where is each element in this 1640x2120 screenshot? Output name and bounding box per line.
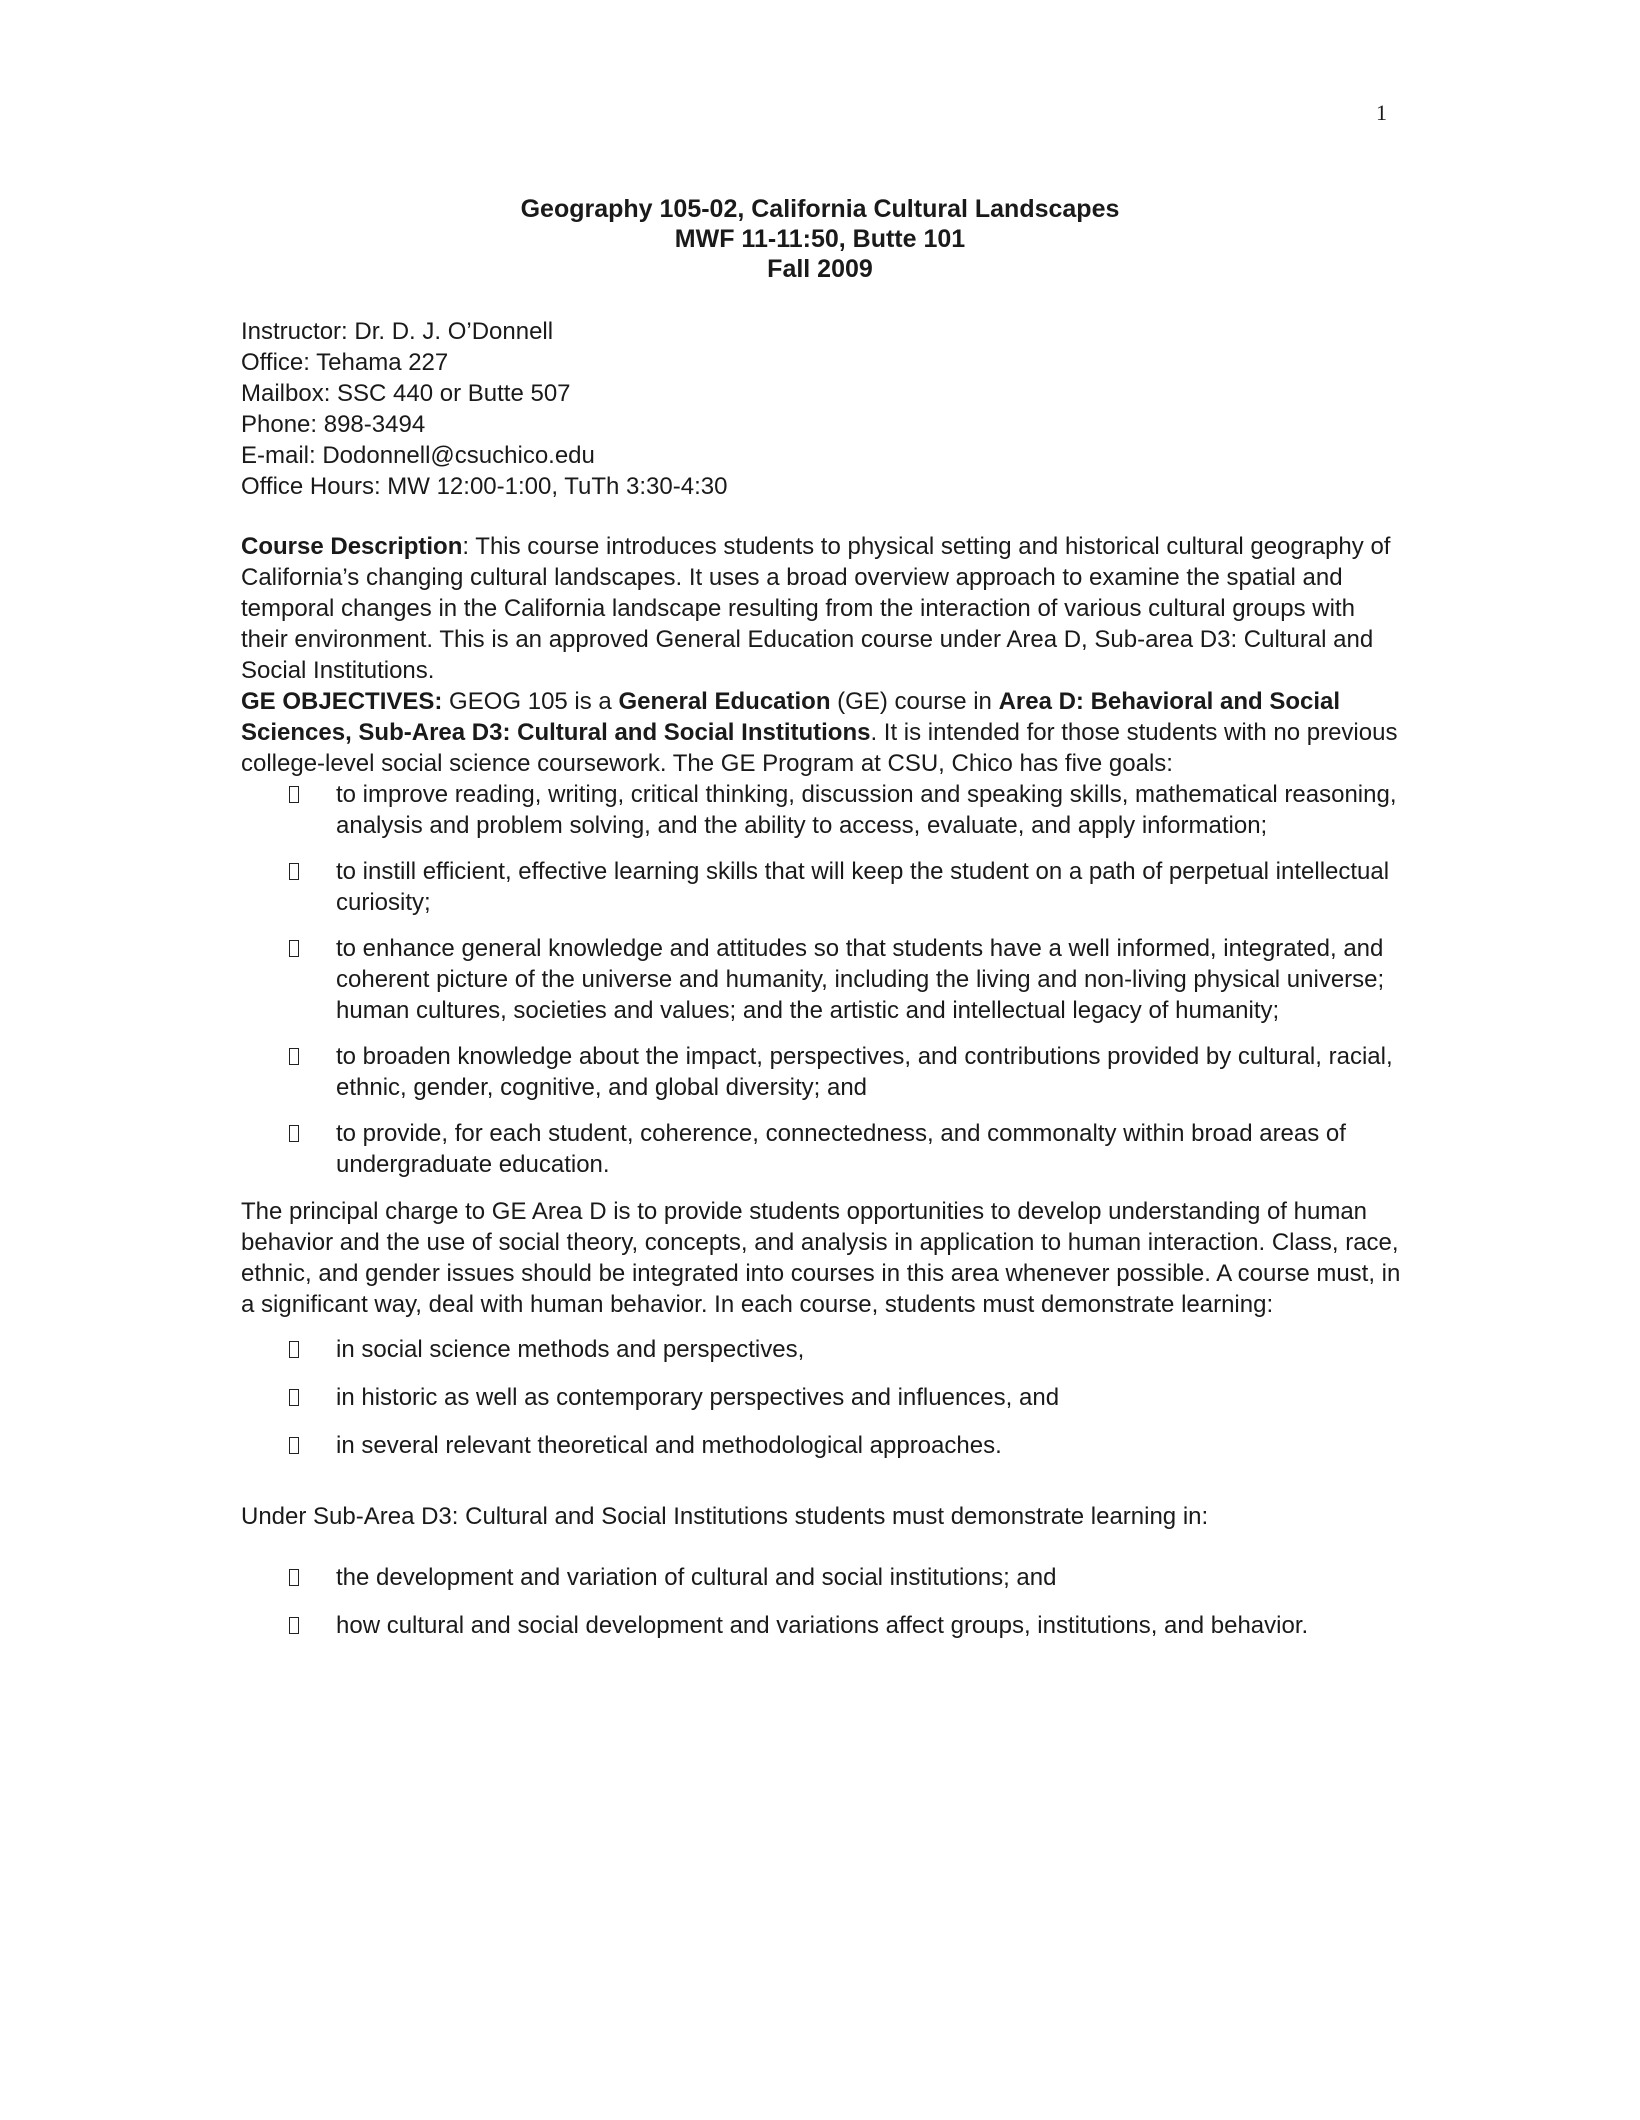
ge-objectives-text: . It is intended for those students with no previous college-level social science coursework. The GE Program at CSU, Chico has five goals:: [241, 719, 1398, 777]
office-line: Office: Tehama 227: [241, 349, 449, 376]
area-d-list: [241, 1334, 1401, 1461]
page-number: 1: [1376, 100, 1387, 125]
list-item-text: the development and variation of cultural and social institutions; and: [336, 1564, 1057, 1591]
list-item: [241, 933, 1401, 1026]
instructor-info: [241, 316, 1401, 502]
list-item: [241, 856, 1401, 918]
bullet-box-icon: [289, 1437, 299, 1454]
list-item-text: in historic as well as contemporary perspectives and influences, and: [336, 1384, 1060, 1411]
list-item: [241, 1430, 1401, 1461]
list-item: [241, 1562, 1401, 1593]
course-term: Fall 2009: [767, 255, 873, 283]
bullet-box-icon: [289, 1569, 299, 1586]
area-d-paragraph: The principal charge to GE Area D is to provide students opportunities to develop understanding of human behavior and the use of social theory, concepts, and analysis in application to human interaction. Class, race, ethnic, and gender issues should be integrated into courses in this area whenever possible. A course must, in a significant way, deal with human behavior. In each course, students must demonstrate learning:: [241, 1198, 1401, 1318]
course-description-label: Course Description: [241, 533, 463, 560]
course-description-text: : This course introduces students to physical setting and historical cultural geography of California’s changing cultural landscapes. It uses a broad overview approach to examine the spatial and temporal changes in the California landscape resulting from the interaction of various cultural groups with their environment. This is an approved General Education course under Area D, Sub-area D3: Cultural and Social Institutions.: [241, 533, 1391, 684]
bullet-box-icon: [289, 1125, 299, 1142]
course-title: Geography 105-02, California Cultural Landscapes: [520, 195, 1120, 223]
bullet-box-icon: [289, 1341, 299, 1358]
phone-line: Phone: 898-3494: [241, 411, 426, 438]
list-item-text: to broaden knowledge about the impact, perspectives, and contributions provided by cultural, racial, ethnic, gender, cognitive, and global diversity; and: [336, 1043, 1393, 1101]
list-item-text: to instill efficient, effective learning skills that will keep the student on a path of perpetual intellectual curiosity;: [336, 858, 1390, 916]
bullet-box-icon: [289, 1617, 299, 1634]
document-body: [241, 316, 1401, 1658]
list-item-text: in social science methods and perspectives,: [336, 1336, 805, 1363]
list-item: [241, 1382, 1401, 1413]
d3-list: [241, 1562, 1401, 1641]
list-item-text: to provide, for each student, coherence, connectedness, and commonalty within broad areas of undergraduate education.: [336, 1120, 1346, 1178]
bullet-box-icon: [289, 863, 299, 880]
list-item: [241, 1041, 1401, 1103]
list-item: [241, 1334, 1401, 1365]
instructor-line: Instructor: Dr. D. J. O’Donnell: [241, 318, 554, 345]
bullet-box-icon: [289, 1389, 299, 1406]
list-item: [241, 1610, 1401, 1641]
bullet-box-icon: [289, 1048, 299, 1065]
course-description: [241, 531, 1401, 686]
d3-intro: Under Sub-Area D3: Cultural and Social Institutions students must demonstrate learning in:: [241, 1503, 1209, 1530]
list-item: [241, 779, 1401, 841]
ge-objectives-text: (GE) course in: [830, 688, 999, 715]
office-hours-line: Office Hours: MW 12:00-1:00, TuTh 3:30-4:30: [241, 473, 728, 500]
ge-goals-list: [241, 779, 1401, 1180]
list-item-text: to improve reading, writing, critical thinking, discussion and speaking skills, mathematical reasoning, analysis and problem solving, and the ability to access, evaluate, and apply information;: [336, 781, 1397, 839]
document-header: [0, 194, 1640, 284]
list-item-text: how cultural and social development and variations affect groups, institutions, and behavior.: [336, 1612, 1309, 1639]
ge-objectives-bold: General Education: [618, 688, 831, 715]
mailbox-line: Mailbox: SSC 440 or Butte 507: [241, 380, 571, 407]
list-item: [241, 1118, 1401, 1180]
bullet-box-icon: [289, 940, 299, 957]
course-schedule: MWF 11-11:50, Butte 101: [674, 225, 966, 253]
ge-objectives-label: GE OBJECTIVES:: [241, 688, 443, 715]
ge-objectives: [241, 686, 1401, 779]
list-item-text: to enhance general knowledge and attitudes so that students have a well informed, integrated, and coherent picture of the universe and humanity, including the living and non-living physical universe; human cultures, societies and values; and the artistic and intellectual legacy of humanity;: [336, 935, 1385, 1024]
list-item-text: in several relevant theoretical and methodological approaches.: [336, 1432, 1002, 1459]
email-line: E-mail: Dodonnell@csuchico.edu: [241, 442, 595, 469]
ge-objectives-text: GEOG 105 is a: [442, 688, 619, 715]
ge-objectives-bold: Area D: Behavioral and Social Sciences, Sub-Area D3: Cultural and Social Institutions: [241, 688, 1341, 746]
bullet-box-icon: [289, 786, 299, 803]
